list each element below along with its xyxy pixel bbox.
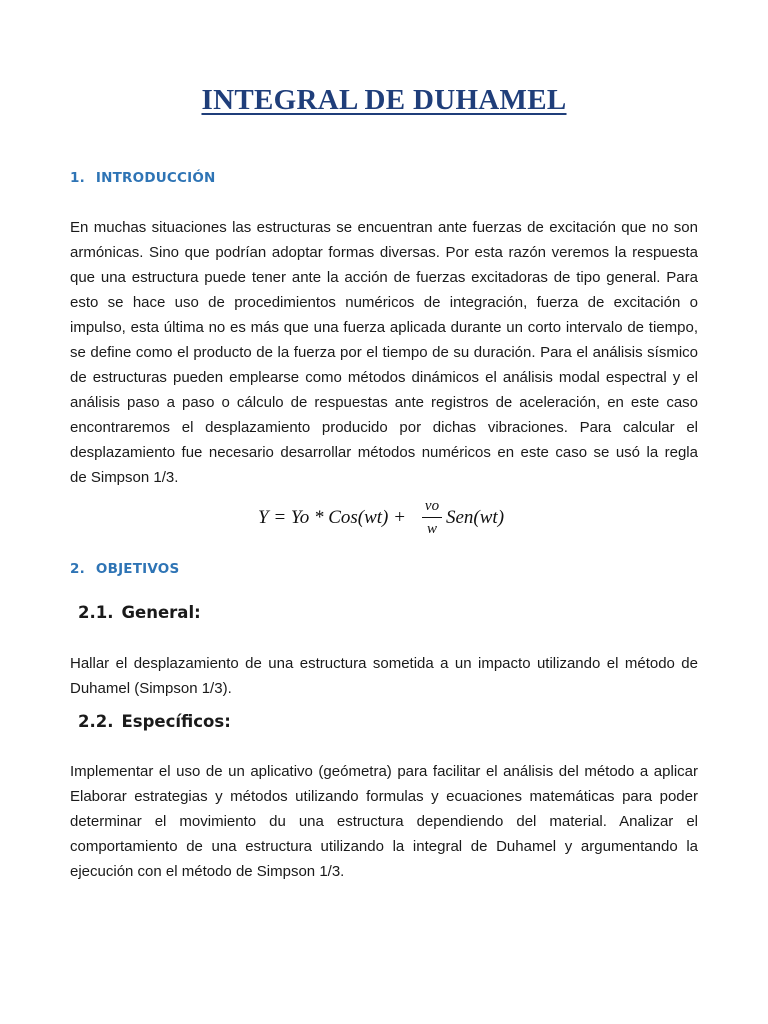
text-line: Duhamel (Simpson 1/3). xyxy=(70,680,232,697)
especificos-paragraph xyxy=(70,759,698,884)
section-heading-introduccion xyxy=(70,170,216,186)
section-label: INTRODUCCIÓN xyxy=(95,170,216,186)
formula-left: Y = Yo * Cos(wt) + xyxy=(258,507,406,528)
text-line: armónicas. Sino que podrían adoptar formas diversas. Por esta razón veremos la respuesta xyxy=(70,244,698,261)
intro-paragraph xyxy=(70,215,698,490)
formula-denominator: w xyxy=(426,521,437,537)
text-line: que una estructura puede tener ante la acción de fuerzas excitadoras de tipo general. Para xyxy=(70,269,698,286)
section-label: OBJETIVOS xyxy=(95,561,180,577)
formula-numerator: vo xyxy=(424,498,440,514)
text-line: Implementar el uso de un aplicativo (geómetra) para facilitar el análisis del método a aplicar xyxy=(70,763,698,780)
subsection-heading-especificos xyxy=(78,712,231,731)
formula-fraction xyxy=(422,497,442,538)
text-line: encontraremos el desplazamiento producido por dichas vibraciones. Para calcular el xyxy=(70,419,698,436)
text-line: ejecución con el método de Simpson 1/3. xyxy=(70,863,345,880)
text-line: análisis paso a paso o cálculo de respuestas ante registros de aceleración, en este caso xyxy=(70,394,698,411)
formula-right: Sen(wt) xyxy=(446,507,505,528)
subsection-label: Específicos: xyxy=(121,712,231,731)
general-paragraph xyxy=(70,651,698,701)
subsection-label: General: xyxy=(121,603,201,622)
text-line: comportamiento de una estructura utilizando la integral de Duhamel y argumentando la xyxy=(70,838,698,855)
text-line: se define como el producto de la fuerza por el tiempo de su duración. Para el análisis sísmico xyxy=(70,344,698,361)
text-line: impulso, esta última no es más que una fuerza aplicada durante un corto intervalo de tiempo, xyxy=(70,319,698,336)
text-line: determinar el movimiento du una estructura dependiendo del material. Analizar el xyxy=(70,813,698,830)
text-line: Hallar el desplazamiento de una estructura sometida a un impacto utilizando el método de xyxy=(70,655,698,672)
text-line: esto se hace uso de procedimientos numéricos de integración, fuerza de excitación o xyxy=(70,294,698,311)
section-heading-objetivos xyxy=(70,561,179,577)
text-line: En muchas situaciones las estructuras se encuentran ante fuerzas de excitación que no son xyxy=(70,219,698,236)
document-title: INTEGRAL DE DUHAMEL xyxy=(201,84,567,116)
subsection-number: 2.1. xyxy=(78,603,114,622)
subsection-number: 2.2. xyxy=(78,712,114,731)
text-line: desplazamiento fue necesario desarrollar métodos numéricos en este caso se usó la regla xyxy=(70,444,698,461)
section-number: 2. xyxy=(70,561,85,577)
text-line: Elaborar estrategias y métodos utilizando formulas y ecuaciones matemáticas para poder xyxy=(70,788,698,805)
text-line: de estructuras pueden emplearse como métodos dinámicos el análisis modal espectral y el xyxy=(70,369,698,386)
fraction-bar xyxy=(422,517,442,518)
section-number: 1. xyxy=(70,170,85,186)
subsection-heading-general xyxy=(78,603,201,622)
text-line: de Simpson 1/3. xyxy=(70,469,179,486)
